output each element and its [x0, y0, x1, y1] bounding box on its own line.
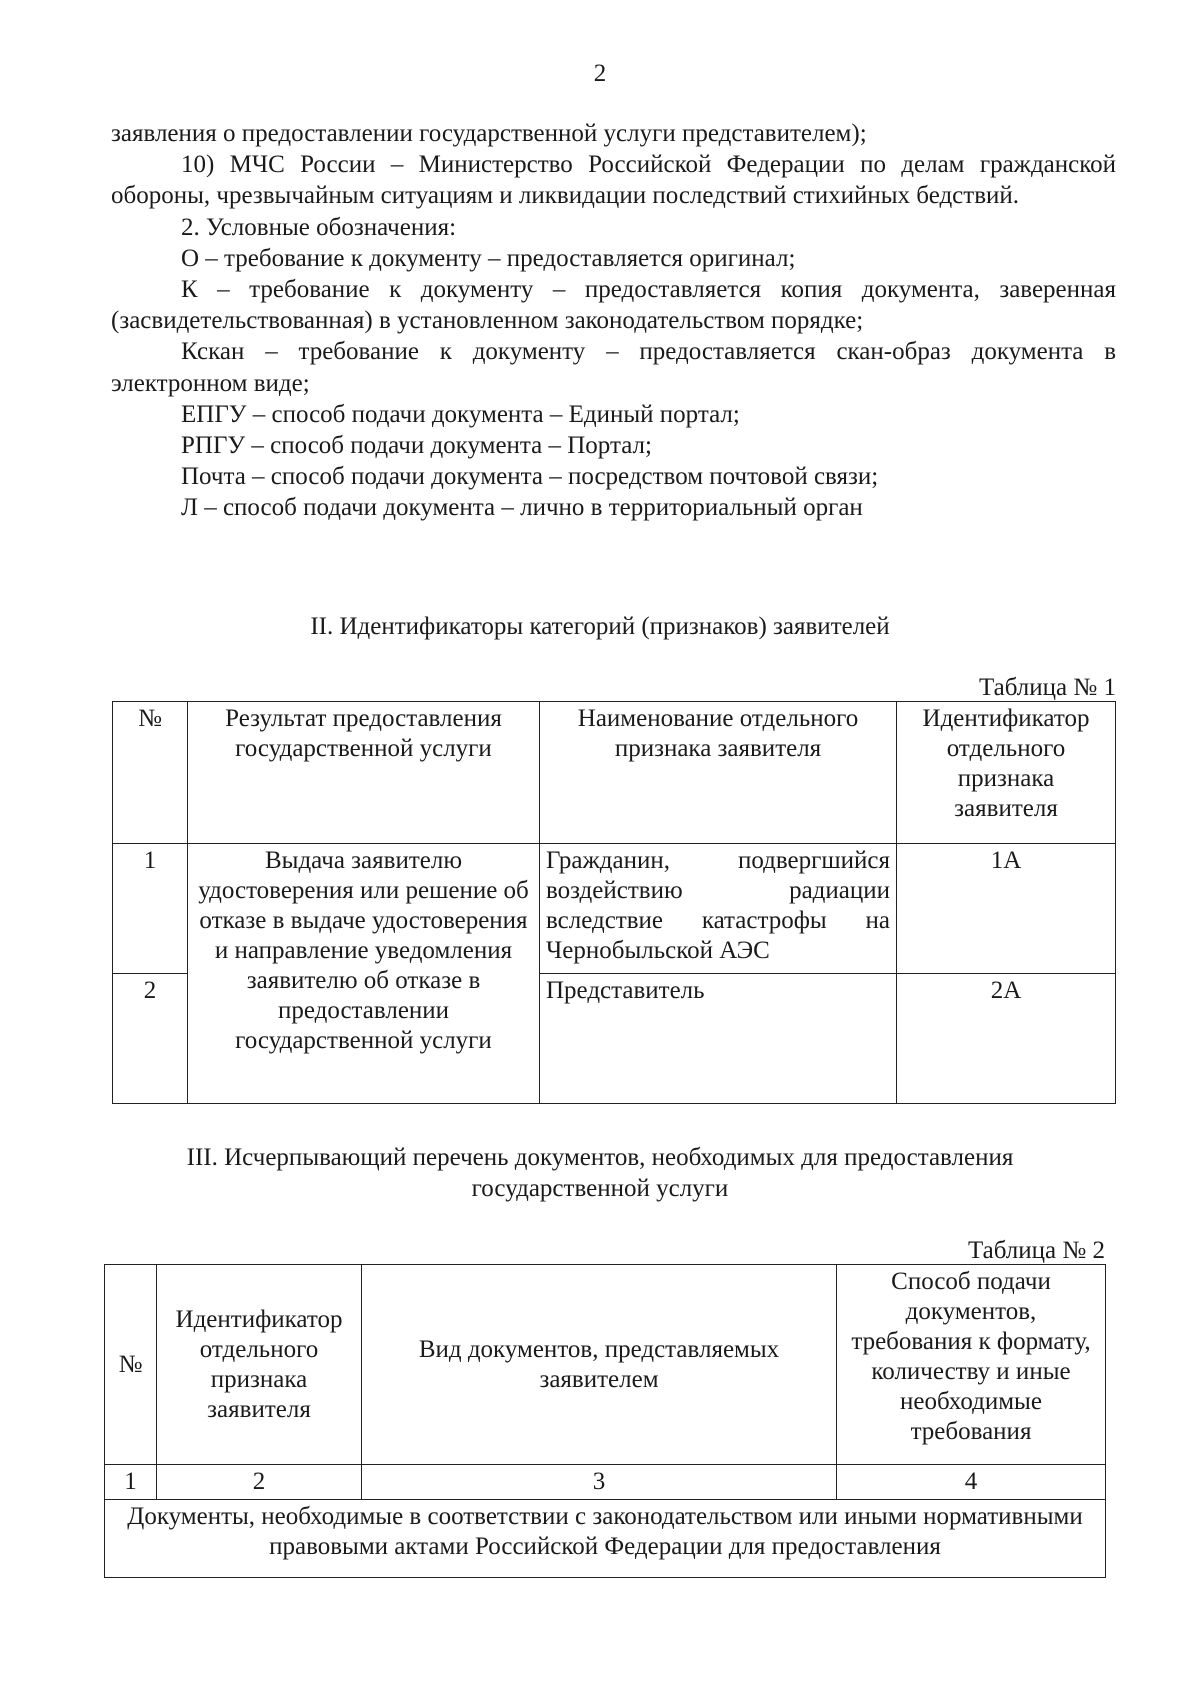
paragraph: РПГУ – способ подачи документа – Портал; — [181, 432, 652, 460]
section-title-2: II. Идентификаторы категорий (признаков) заявителей — [310, 613, 890, 640]
table2-colnum: 1 — [105, 1465, 157, 1500]
paragraph: Почта – способ подачи документа – посредством почтовой связи; — [181, 463, 879, 491]
table1-row2-id: 2А — [897, 974, 1116, 1104]
paragraph: 10) МЧС России – Министерство Российской Федерации по делам гражданской обороны, чрезвычайным ситуациям и ликвидации последствий стихийных бедствий. — [111, 151, 1116, 210]
section-title-3-line1: III. Исчерпывающий перечень документов, необходимых для предоставления — [186, 1144, 1014, 1171]
table2 — [104, 1264, 1106, 1578]
table1-header-id: Идентификатор отдельного признака заявителя — [897, 702, 1116, 844]
table2-caption: Таблица № 2 — [967, 1237, 1105, 1264]
table2-header-docs: Вид документов, представляемых заявителем — [362, 1265, 837, 1465]
table-row — [105, 1500, 1106, 1578]
table1-row1-feature: Гражданин, подвергшийся воздействию радиации вследствие катастрофы на Чернобыльской АЭС — [540, 844, 897, 974]
table2-header-id: Идентификатор отдельного признака заявителя — [157, 1265, 362, 1465]
table2-colnum: 3 — [362, 1465, 837, 1500]
table1-caption: Таблица № 1 — [978, 674, 1116, 701]
table2-header-num: № — [105, 1265, 157, 1465]
table1 — [112, 701, 1116, 1104]
table2-header-method: Способ подачи документов, требования к формату, количеству и иные необходимые требования — [837, 1265, 1106, 1465]
table2-colnum: 4 — [837, 1465, 1106, 1500]
table-row — [105, 1465, 1106, 1500]
table-row — [113, 844, 1116, 974]
paragraph: К – требование к документу – предоставляется копия документа, заверенная (засвидетельствованная) в установленном законодательством порядке; — [111, 276, 1116, 335]
section-title-3-line2: государственной услуги — [471, 1175, 729, 1202]
table2-colnum: 2 — [157, 1465, 362, 1500]
table1-header-num: № — [113, 702, 188, 844]
paragraph: Кскан – требование к документу – предоставляется скан-образ документа в электронном виде; — [111, 338, 1116, 397]
page-number: 2 — [593, 60, 607, 87]
table1-header-feature: Наименование отдельного признака заявителя — [540, 702, 897, 844]
paragraph: О – требование к документу – предоставляется оригинал; — [181, 244, 796, 272]
table1-row2-feature: Представитель — [540, 974, 897, 1104]
paragraph: Л – способ подачи документа – лично в территориальный орган — [181, 494, 863, 522]
table1-row1-num: 1 — [113, 844, 188, 974]
table1-header-result: Результат предоставления государственной услуги — [188, 702, 540, 844]
table1-row1-id: 1А — [897, 844, 1116, 974]
paragraph: 2. Условные обозначения: — [181, 213, 457, 241]
paragraph: ЕПГУ – способ подачи документа – Единый портал; — [181, 400, 740, 428]
paragraph: заявления о предоставлении государственной услуги представителем); — [111, 120, 867, 147]
table1-row2-num: 2 — [113, 974, 188, 1104]
table1-result-cell: Выдача заявителю удостоверения или решение об отказе в выдаче удостоверения и направление уведомления заявителю об отказе в предоставлении государственной услуги — [188, 844, 540, 1104]
table2-span-row: Документы, необходимые в соответствии с законодательством или иными нормативными правовыми актами Российской Федерации для предоставления — [105, 1500, 1106, 1578]
definitions-text — [111, 118, 1116, 524]
